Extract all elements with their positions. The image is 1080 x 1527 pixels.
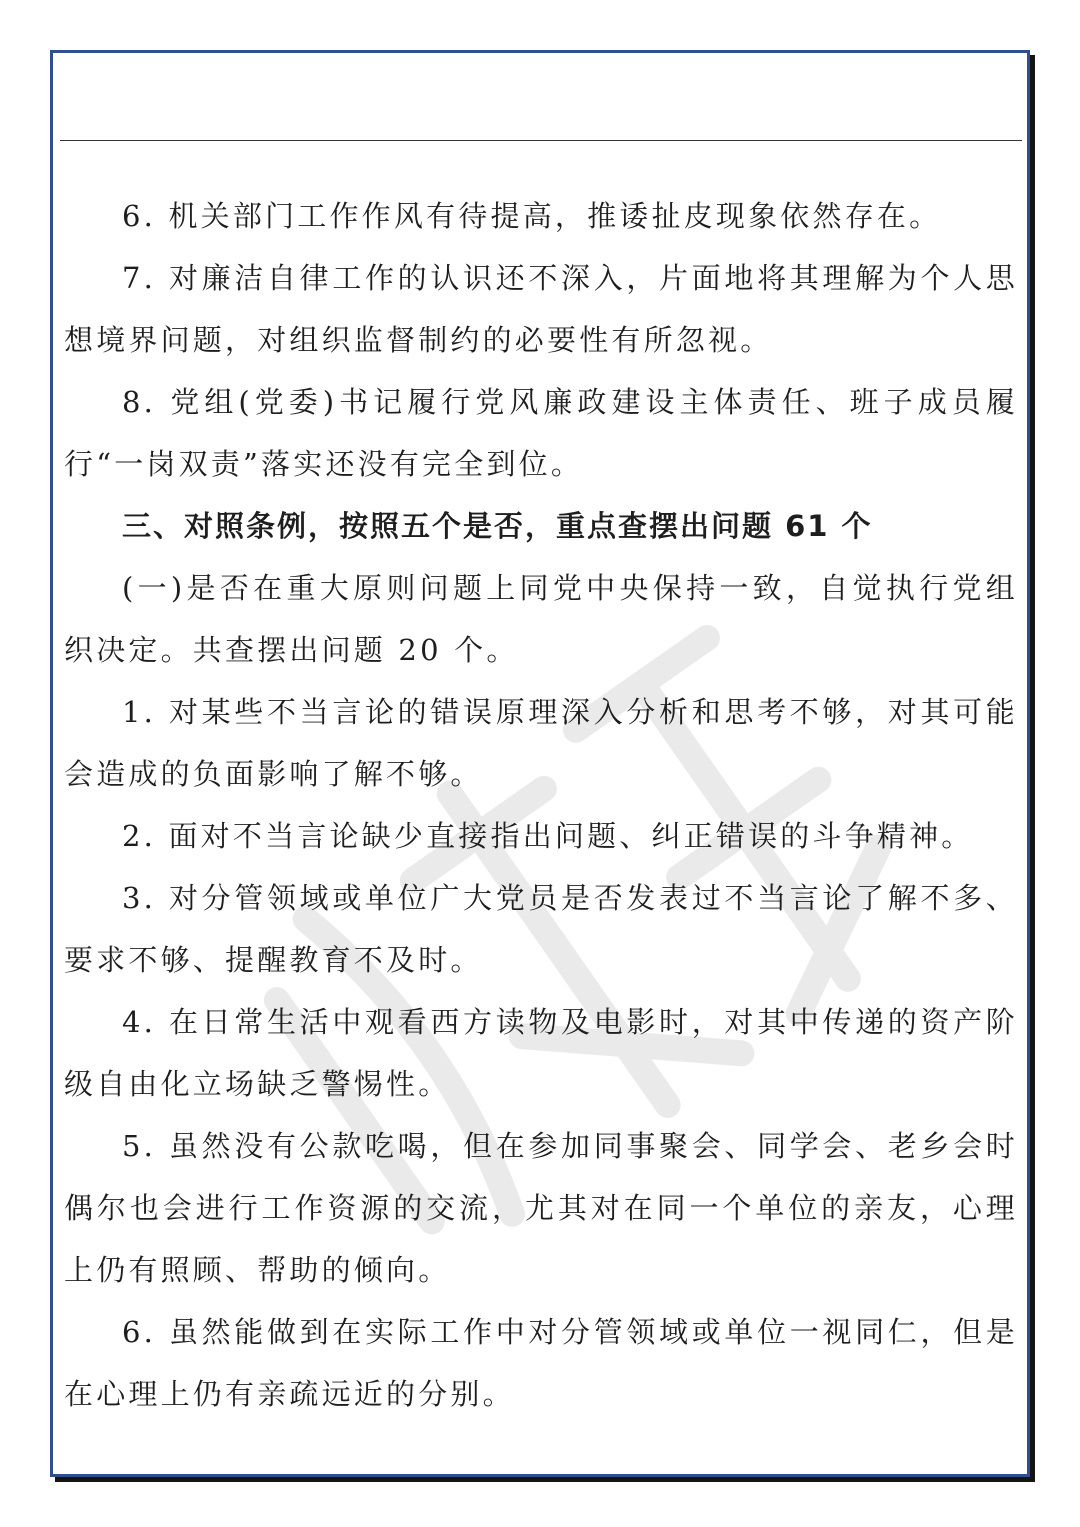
section-heading-3: 三、对照条例，按照五个是否，重点查摆出问题 61 个 [122, 509, 873, 543]
list-item-1: 1. 对某些不当言论的错误原理深入分析和思考不够，对其可能会造成的负面影响了解不够。 [64, 695, 1018, 791]
list-item-5: 5. 虽然没有公款吃喝，但在参加同事聚会、同学会、老乡会时偶尔也会进行工作资源的交流，尤其对在同一个单位的亲友，心理上仍有照顾、帮助的倾向。 [64, 1129, 1018, 1287]
list-item-4: 4. 在日常生活中观看西方读物及电影时，对其中传递的资产阶级自由化立场缺乏警惕性。 [64, 1005, 1018, 1101]
paragraph-item-6-work-style: 6. 机关部门工作作风有待提高，推诿扯皮现象依然存在。 [122, 199, 942, 233]
document-body [64, 185, 1018, 1425]
header-divider [60, 140, 1022, 141]
paragraph-item-8-responsibility: 8. 党组(党委)书记履行党风廉政建设主体责任、班子成员履行“一岗双责”落实还没有完全到位。 [64, 385, 1018, 481]
subsection-heading-1: (一)是否在重大原则问题上同党中央保持一致，自觉执行党组织决定。共查摆出问题 20 个。 [64, 571, 1018, 667]
paragraph-item-7-integrity: 7. 对廉洁自律工作的认识还不深入，片面地将其理解为个人思想境界问题，对组织监督制约的必要性有所忽视。 [64, 261, 1018, 357]
list-item-2: 2. 面对不当言论缺少直接指出问题、纠正错误的斗争精神。 [122, 819, 974, 853]
list-item-6: 6. 虽然能做到在实际工作中对分管领域或单位一视同仁，但是在心理上仍有亲疏远近的分别。 [64, 1315, 1018, 1411]
list-item-3: 3. 对分管领域或单位广大党员是否发表过不当言论了解不多、要求不够、提醒教育不及时。 [64, 881, 1018, 977]
